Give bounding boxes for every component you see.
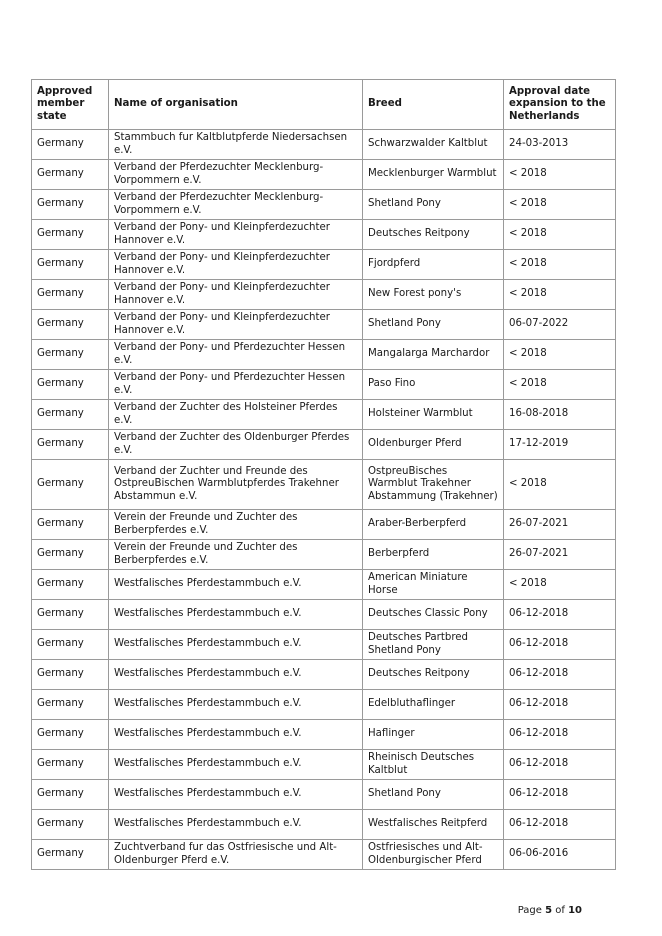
cell-member-state: Germany <box>32 510 109 540</box>
cell-approval-date: 06-12-2018 <box>504 810 616 840</box>
page-label: Page <box>517 905 542 916</box>
cell-organisation: Westfalisches Pferdestammbuch e.V. <box>109 690 363 720</box>
cell-member-state: Germany <box>32 130 109 160</box>
table-row <box>32 780 616 810</box>
cell-approval-date: < 2018 <box>504 280 616 310</box>
cell-organisation: Verband der Pferdezuchter Mecklenburg-Vorpommern e.V. <box>109 190 363 220</box>
cell-member-state: Germany <box>32 630 109 660</box>
table-row <box>32 190 616 220</box>
cell-member-state: Germany <box>32 250 109 280</box>
cell-member-state: Germany <box>32 570 109 600</box>
page-footer <box>518 905 582 917</box>
table-row <box>32 570 616 600</box>
cell-member-state: Germany <box>32 780 109 810</box>
table-row <box>32 160 616 190</box>
cell-approval-date: < 2018 <box>504 570 616 600</box>
cell-organisation: Verband der Pony- und Kleinpferdezuchter Hannover e.V. <box>109 220 363 250</box>
table-row <box>32 340 616 370</box>
header-approval-date: Approval date expansion to the Netherlands <box>504 80 616 130</box>
table-body <box>32 130 616 870</box>
cell-organisation: Verband der Pferdezuchter Mecklenburg-Vorpommern e.V. <box>109 160 363 190</box>
cell-approval-date: < 2018 <box>504 190 616 220</box>
table-row <box>32 370 616 400</box>
page-number: 5 <box>545 905 553 916</box>
cell-breed: Shetland Pony <box>363 780 504 810</box>
cell-approval-date: < 2018 <box>504 220 616 250</box>
cell-breed: Berberpferd <box>363 540 504 570</box>
cell-organisation: Stammbuch fur Kaltblutpferde Niedersachsen e.V. <box>109 130 363 160</box>
cell-breed: Mecklenburger Warmblut <box>363 160 504 190</box>
cell-organisation: Verband der Pony- und Pferdezuchter Hessen e.V. <box>109 340 363 370</box>
cell-approval-date: 06-12-2018 <box>504 630 616 660</box>
cell-breed: Schwarzwalder Kaltblut <box>363 130 504 160</box>
cell-approval-date: < 2018 <box>504 370 616 400</box>
table-row <box>32 460 616 510</box>
cell-organisation: Verband der Zuchter des Holsteiner Pferdes e.V. <box>109 400 363 430</box>
cell-organisation: Westfalisches Pferdestammbuch e.V. <box>109 570 363 600</box>
table-row <box>32 280 616 310</box>
of-label: of <box>555 905 565 916</box>
cell-organisation: Westfalisches Pferdestammbuch e.V. <box>109 810 363 840</box>
table-row <box>32 540 616 570</box>
cell-breed: OstpreuBisches Warmblut Trakehner Abstammung (Trakehner) <box>363 460 504 510</box>
cell-member-state: Germany <box>32 600 109 630</box>
cell-organisation: Verband der Pony- und Kleinpferdezuchter Hannover e.V. <box>109 250 363 280</box>
cell-member-state: Germany <box>32 660 109 690</box>
cell-member-state: Germany <box>32 400 109 430</box>
cell-organisation: Verein der Freunde und Zuchter des Berberpferdes e.V. <box>109 510 363 540</box>
cell-breed: Holsteiner Warmblut <box>363 400 504 430</box>
cell-breed: Paso Fino <box>363 370 504 400</box>
table-row <box>32 220 616 250</box>
cell-approval-date: 06-12-2018 <box>504 720 616 750</box>
cell-breed: Ostfriesisches und Alt-Oldenburgischer Pferd <box>363 840 504 870</box>
cell-member-state: Germany <box>32 220 109 250</box>
cell-organisation: Westfalisches Pferdestammbuch e.V. <box>109 600 363 630</box>
cell-breed: New Forest pony's <box>363 280 504 310</box>
cell-organisation: Verband der Zuchter des Oldenburger Pferdes e.V. <box>109 430 363 460</box>
cell-breed: American Miniature Horse <box>363 570 504 600</box>
table-row <box>32 310 616 340</box>
cell-breed: Shetland Pony <box>363 310 504 340</box>
header-organisation: Name of organisation <box>109 80 363 130</box>
cell-approval-date: 06-12-2018 <box>504 660 616 690</box>
cell-approval-date: 16-08-2018 <box>504 400 616 430</box>
table-row <box>32 750 616 780</box>
cell-member-state: Germany <box>32 190 109 220</box>
cell-breed: Araber-Berberpferd <box>363 510 504 540</box>
cell-member-state: Germany <box>32 310 109 340</box>
cell-organisation: Westfalisches Pferdestammbuch e.V. <box>109 630 363 660</box>
cell-breed: Westfalisches Reitpferd <box>363 810 504 840</box>
cell-member-state: Germany <box>32 750 109 780</box>
cell-member-state: Germany <box>32 460 109 510</box>
cell-approval-date: 06-06-2016 <box>504 840 616 870</box>
cell-approval-date: < 2018 <box>504 460 616 510</box>
cell-approval-date: 26-07-2021 <box>504 510 616 540</box>
cell-member-state: Germany <box>32 370 109 400</box>
table-row <box>32 430 616 460</box>
table-row <box>32 690 616 720</box>
cell-member-state: Germany <box>32 720 109 750</box>
cell-organisation: Verband der Pony- und Kleinpferdezuchter Hannover e.V. <box>109 310 363 340</box>
cell-member-state: Germany <box>32 430 109 460</box>
cell-organisation: Verband der Pony- und Pferdezuchter Hessen e.V. <box>109 370 363 400</box>
header-breed: Breed <box>363 80 504 130</box>
cell-member-state: Germany <box>32 540 109 570</box>
cell-breed: Mangalarga Marchardor <box>363 340 504 370</box>
table-row <box>32 250 616 280</box>
cell-organisation: Zuchtverband fur das Ostfriesische und Alt-Oldenburger Pferd e.V. <box>109 840 363 870</box>
cell-approval-date: 06-12-2018 <box>504 600 616 630</box>
table-row <box>32 600 616 630</box>
cell-organisation: Westfalisches Pferdestammbuch e.V. <box>109 720 363 750</box>
cell-breed: Edelbluthaflinger <box>363 690 504 720</box>
cell-breed: Deutsches Reitpony <box>363 660 504 690</box>
cell-member-state: Germany <box>32 340 109 370</box>
cell-approval-date: 06-12-2018 <box>504 780 616 810</box>
cell-member-state: Germany <box>32 810 109 840</box>
cell-organisation: Verein der Freunde und Zuchter des Berberpferdes e.V. <box>109 540 363 570</box>
table-header-row <box>32 80 616 130</box>
cell-approval-date: 17-12-2019 <box>504 430 616 460</box>
cell-member-state: Germany <box>32 840 109 870</box>
cell-approval-date: 06-12-2018 <box>504 750 616 780</box>
cell-breed: Haflinger <box>363 720 504 750</box>
table-row <box>32 720 616 750</box>
cell-breed: Deutsches Reitpony <box>363 220 504 250</box>
table-row <box>32 400 616 430</box>
cell-organisation: Verband der Pony- und Kleinpferdezuchter Hannover e.V. <box>109 280 363 310</box>
cell-organisation: Westfalisches Pferdestammbuch e.V. <box>109 660 363 690</box>
cell-breed: Deutsches Classic Pony <box>363 600 504 630</box>
cell-approval-date: < 2018 <box>504 250 616 280</box>
header-member-state: Approved member state <box>32 80 109 130</box>
cell-organisation: Verband der Zuchter und Freunde des OstpreuBischen Warmblutpferdes Trakehner Abstammun e.V. <box>109 460 363 510</box>
cell-approval-date: < 2018 <box>504 340 616 370</box>
cell-breed: Shetland Pony <box>363 190 504 220</box>
cell-organisation: Westfalisches Pferdestammbuch e.V. <box>109 780 363 810</box>
table-row <box>32 130 616 160</box>
table-row <box>32 510 616 540</box>
total-pages: 10 <box>568 905 582 916</box>
cell-breed: Fjordpferd <box>363 250 504 280</box>
table-row <box>32 840 616 870</box>
cell-breed: Oldenburger Pferd <box>363 430 504 460</box>
cell-breed: Deutsches Partbred Shetland Pony <box>363 630 504 660</box>
table-row <box>32 810 616 840</box>
cell-approval-date: 06-07-2022 <box>504 310 616 340</box>
approvals-table <box>31 79 616 870</box>
cell-member-state: Germany <box>32 690 109 720</box>
cell-member-state: Germany <box>32 280 109 310</box>
table-row <box>32 630 616 660</box>
cell-organisation: Westfalisches Pferdestammbuch e.V. <box>109 750 363 780</box>
cell-approval-date: 26-07-2021 <box>504 540 616 570</box>
cell-approval-date: 06-12-2018 <box>504 690 616 720</box>
cell-approval-date: 24-03-2013 <box>504 130 616 160</box>
table-row <box>32 660 616 690</box>
cell-approval-date: < 2018 <box>504 160 616 190</box>
cell-breed: Rheinisch Deutsches Kaltblut <box>363 750 504 780</box>
cell-member-state: Germany <box>32 160 109 190</box>
